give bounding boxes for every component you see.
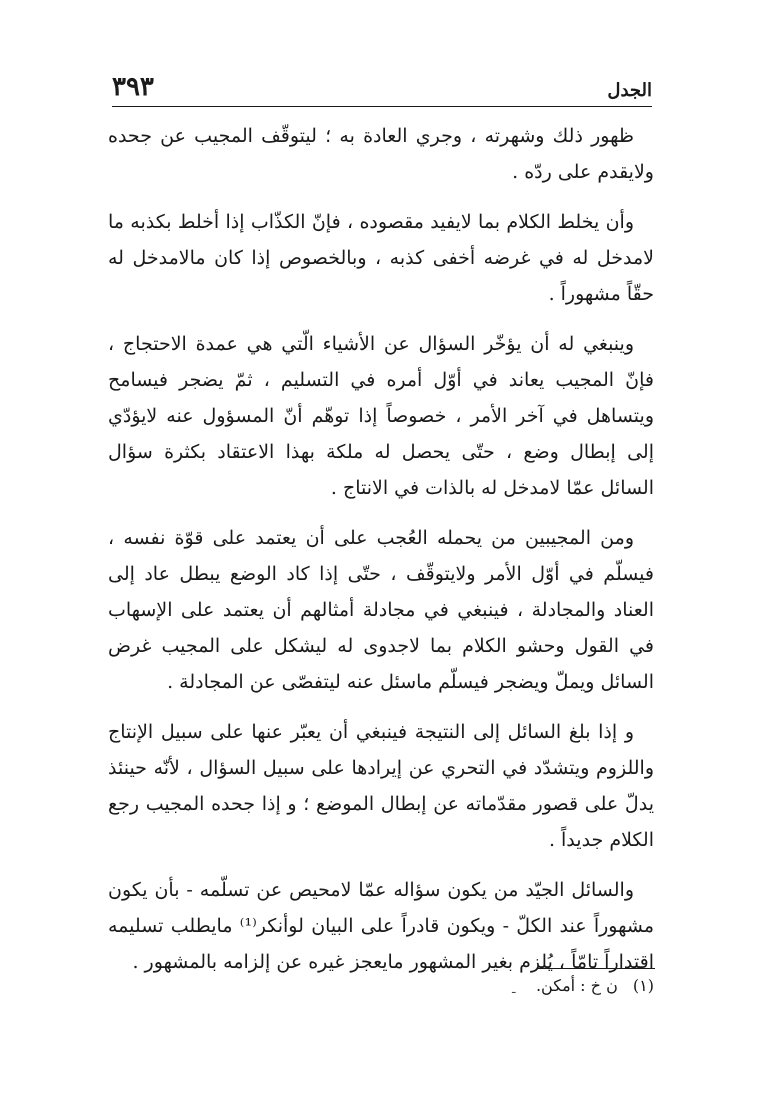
footnote-rule xyxy=(537,968,655,969)
running-head: الجدل xyxy=(607,80,652,101)
paragraph: ومن المجيبين من يحمله العُجب على أن يعتمد على قوّة نفسه ، فيسلّم في أوّل الأمر ولايتوقّف ، حتّى إذا كاد الوضع يبطل عاد إلى العناد والمجادلة ، فينبغي في مجادلة أمثالهم أن يعتمد على الإسهاب في القول وحشو الكلام بما لاجدوى له ليشكل على المجيب غرض السائل ويملّ ويضجر فيسلّم ماسئل عنه ليتفصّى عن المجادلة . xyxy=(108,527,654,693)
header-rule xyxy=(112,106,652,107)
page-number: ٣٩٣ xyxy=(112,72,154,102)
paragraph: وأن يخلط الكلام بما لايفيد مقصوده ، فإنّ الكذّاب إذا أخلط بكذبه ما لامدخل له في غرضه أخفى كذبه ، وبالخصوص إذا كان مالامدخل له حقّاً مشهوراً . xyxy=(108,211,654,305)
footnote xyxy=(536,974,654,998)
paragraph: و إذا بلغ السائل إلى النتيجة فينبغي أن يعبّر عنها على سبيل الإنتاج واللزوم ويتشدّد في التحري عن إيرادها على سبيل السؤال ، لأنّه حينئذ يدلّ على قصور مقدّماته عن إبطال الموضع ؛ و إذا جحده المجيب رجع الكلام جديداً . xyxy=(108,721,654,851)
body-text xyxy=(108,118,654,994)
footnote-text: ن خ : أمكن. xyxy=(535,976,618,995)
paragraph: وينبغي له أن يؤخّر السؤال عن الأشياء الّتي هي عمدة الاحتجاج ، فإنّ المجيب يعاند في أوّل أمره في التسليم ، ثمّ يضجر فيسامح ويتساهل في آخر الأمر ، خصوصاً إذا توهّم أنّ المسؤول عنه لايؤدّي إلى إبطال وضع ، حتّى يحصل له ملكة بهذا الاعتقاد بكثرة سؤال السائل عمّا لامدخل له بالذات في الانتاج . xyxy=(108,333,654,499)
page-header xyxy=(112,66,652,106)
footnote-number: (١) xyxy=(632,976,654,995)
paragraph: والسائل الجيّد من يكون سؤاله عمّا لامحيص عن تسلّمه - بأن يكون مشهوراً عند الكلّ - ويكون قادراً على البيان لوأنكر⁽¹⁾ مايطلب تسليمه اقتداراً تامّاً ، يُلزم بغير المشهور مايعجز غيره عن إلزامه بالمشهور . xyxy=(108,879,655,973)
paragraph: ظهور ذلك وشهرته ، وجري العادة به ؛ ليتوقّف المجيب عن جحده ولايقدم على ردّه . xyxy=(108,125,654,183)
stray-mark: ـ xyxy=(512,982,516,996)
